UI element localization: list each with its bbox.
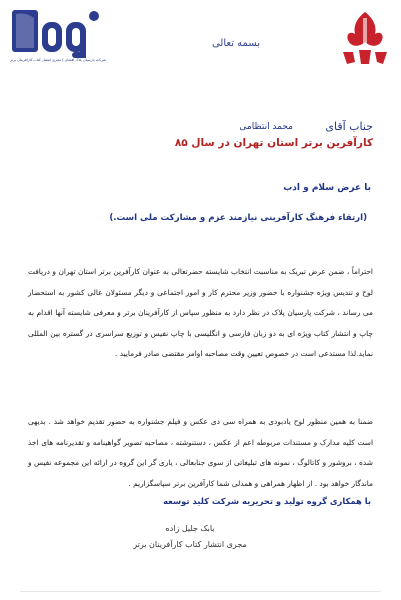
signatory-name: بابک جلیل زاده	[165, 524, 215, 533]
signatory-title: مجری انتشار کتاب کارآفرینان برتر	[133, 540, 247, 549]
ministry-emblem-icon	[339, 8, 391, 68]
recipient-name: محمد انتظامی	[239, 122, 293, 132]
salutation: جناب آقای	[325, 120, 373, 133]
body-paragraph-2: ضمنا به همین منظور لوح یادبودی به همراه سی دی عکس و فیلم جشنواره به حضور تقدیم خواهد شد . بدیهی است کلیه مدارک و مستندات مربوطه اعم از عکس ، دستنوشته ، مصاحبه تصویر گواهینامه و تقدیرنامه های اخذ شده ، بروشور و کاتالوگ ، نمونه های تبلیغاتی از سوی جنابعالی ، یاری گر این گروه در ارائه این مجموعه نفیس و ماندگار خواهد بود . از اظهار همراهی و همدلی شما کارآفرین برتر سپاسگزاریم .	[28, 417, 373, 488]
closing-line: با همکاری گروه تولید و تحریریه شرکت کلید توسعه	[163, 496, 371, 506]
logo-caption: شرکت پارسیان پلاک افشان | مجری انتشار کتاب کارآفرینان برتر	[10, 58, 106, 62]
motto: (ارتقاء فرهنگ کارآفرینی نیازمند عزم و مشارکت ملی است.)	[109, 213, 367, 223]
basmala: بسمه تعالی	[211, 38, 260, 49]
footer-divider	[20, 591, 381, 592]
body-paragraph-1: احتراماً ، ضمن عرض تبریک به مناسبت انتخاب شایسته حضرتعالی به عنوان کارآفرین برتر استان تهران و دریافت لوح و تندیس ویژه جشنواره با حضور وزیر محترم کار و امور اجتماعی و دیگر مسئولان عالی کشور به استحضار می رساند ، شرکت پارسیان پلاک در نظر دارد به منظور سپاس از کارآفرینان برتر و معرفی شایسته آنها اقدام به چاپ و انتشار کتاب ویژه ای به دو زبان فارسی و انگلیسی با چاپ نفیس و توزیع سراسری در گستره بین المللی نماید.لذا مستدعی است در خصوص تعیین وقت مصاحبه اوامر مقتضی صادر فرمایید .	[28, 267, 373, 358]
greeting: با عرض سلام و ادب	[283, 183, 371, 193]
letter-headline: کارآفرین برتر استان تهران در سال ۸۵	[174, 137, 373, 149]
